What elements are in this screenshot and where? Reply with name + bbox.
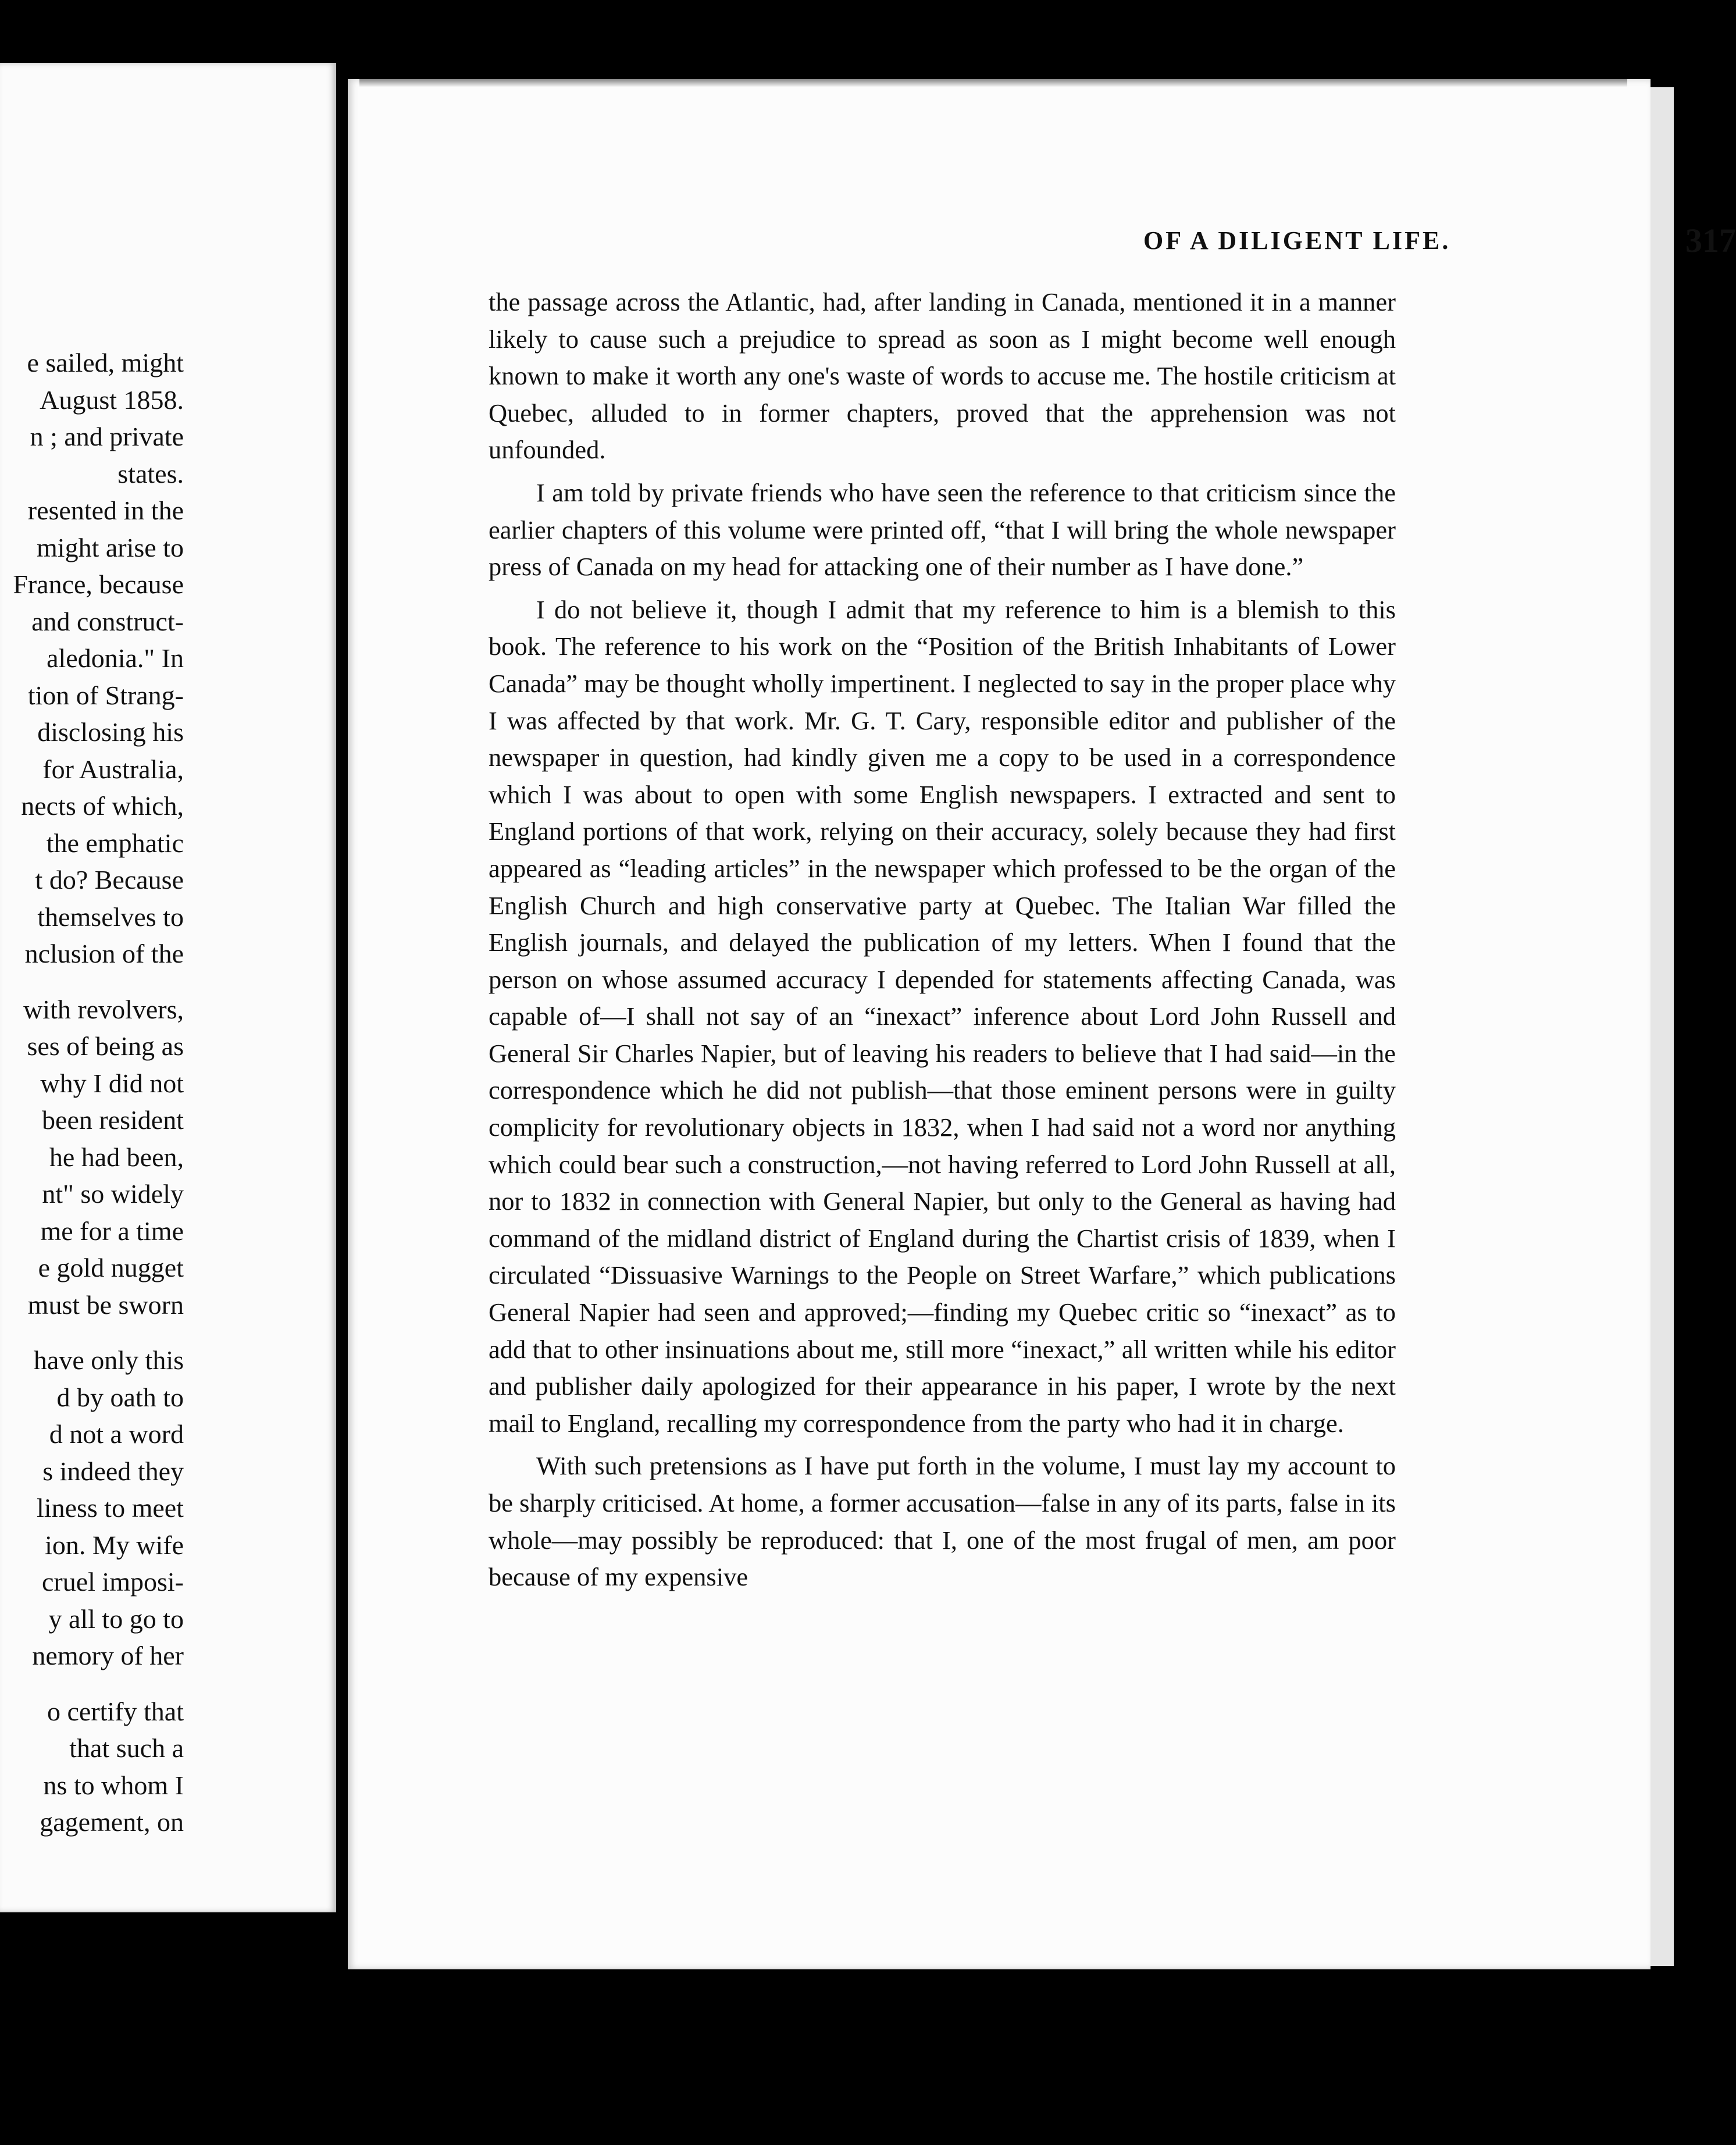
paragraph: I do not believe it, though I admit that my reference to him is a blemish to this book. The reference to his work on the “Position of the British Inhabitants of Lower Canada” may be thought wholly impertinent. I neglected to say in the proper place why I was affected by that work. Mr. G. T. Cary, responsible editor and publisher of the newspaper in question, had kindly given me a copy to be used in a correspondence which I was about to open with some English newspapers. I extracted and sent to England portions of that work, relying on their accuracy, solely because they had first appeared as “leading articles” in the newspaper which professed to be the organ of the English Church and high conservative party at Quebec. The Italian War filled the English journals, and delayed the publication of my letters. When I found that the person on whose assumed accuracy I depended for statements affecting Canada, was capable of—I shall not say of an “inexact” inference about Lord John Russell and General Sir Charles Napier, but of leaving his readers to believe that I had said—in the correspondence which he did not publish—that those eminent persons were in guilty complicity for revolutionary objects in 1832, when I had said not a word nor anything which could bear such a construction,—not having referred to Lord John Russell at all, nor to 1832 in connection with General Napier, but only to the General as having had command of the midland district of England during the Chartist crisis of 1839, when I circulated “Dissuasive Warnings to the People on Street Warfare,” which publications General Napier had seen and approved;—finding my Quebec critic so “inexact” as to add that to other insinuations about me, still more “inexact,” all written while his editor and publisher daily apologized for their appearance in his paper, I wrote by the next mail to England, recalling my correspondence from the party who had it in charge. (489, 594, 1396, 1438)
page-edge (1651, 87, 1674, 1966)
left-line: n ; and private (30, 422, 184, 451)
left-line: gagement, on (40, 1807, 184, 1837)
left-line: for Australia, (42, 754, 184, 784)
left-line: y all to go to (48, 1604, 184, 1634)
left-page (0, 63, 336, 1912)
left-line: and construct- (31, 606, 184, 636)
left-line: nclusion of the (24, 939, 184, 968)
left-line: ion. My wife (45, 1530, 184, 1560)
left-line: t do? Because (35, 865, 184, 895)
left-line: s indeed they (42, 1456, 184, 1486)
left-line: the emphatic (46, 828, 184, 858)
paragraph: I am told by private friends who have seen the reference to that criticism since the earlier chapters of this volume were printed off, “that I will bring the whole newspaper press of Canada on my head for attacking one of their number as I have done.” (489, 478, 1396, 582)
left-line: e sailed, might (27, 348, 184, 377)
left-line: aledonia." In (47, 643, 184, 673)
left-line: why I did not (40, 1068, 184, 1098)
paragraph-gap (0, 1674, 184, 1693)
paragraph: the passage across the Atlantic, had, after landing in Canada, mentioned it in a manner likely to cause such a prejudice to spread as soon as I might become well enough known to make it worth any one's waste of words to accuse me. The hostile criticism at Quebec, alluded to in former chapters, proved that the apprehension was not unfounded. (489, 287, 1396, 465)
paragraph-gap (0, 1323, 184, 1342)
left-line: nemory of her (32, 1641, 184, 1670)
left-line: been resident (42, 1105, 184, 1135)
left-line: ns to whom I (43, 1770, 184, 1800)
left-line: cruel imposi- (42, 1567, 184, 1597)
left-line: nects of which, (21, 791, 184, 821)
left-line: disclosing his (37, 717, 184, 747)
left-line: he had been, (49, 1142, 184, 1172)
left-line: have only this (33, 1345, 184, 1375)
left-line: must be sworn (27, 1289, 184, 1320)
body-text (489, 284, 1396, 1602)
running-head: OF A DILIGENT LIFE. (1143, 226, 1451, 255)
paragraph-gap (0, 972, 184, 991)
left-line: France, because (13, 569, 184, 599)
left-line: nt" so widely (42, 1179, 184, 1209)
left-line: August 1858. (40, 384, 184, 415)
left-line: d not a word (49, 1419, 184, 1449)
left-line: me for a time (40, 1216, 184, 1246)
left-line: that such a (69, 1733, 184, 1763)
left-line: ses of being as (27, 1031, 184, 1061)
left-line: d by oath to (56, 1382, 184, 1412)
paragraph: With such pretensions as I have put forth in the volume, I must lay my account to be sharply criticised. At home, a former accusation—false in any of its parts, false in its whole—may possibly be reproduced: that I, one of the most frugal of men, am poor because of my expensive (489, 1451, 1396, 1592)
left-line: e gold nugget (38, 1253, 184, 1282)
left-line: with revolvers, (23, 994, 184, 1024)
left-line: tion of Strang- (27, 680, 184, 710)
left-line: liness to meet (37, 1493, 184, 1523)
page-number: 317 (1685, 222, 1736, 259)
left-line: resented in the (27, 496, 184, 525)
left-line: might arise to (37, 532, 184, 562)
left-page-text (0, 344, 184, 1841)
left-line: themselves to (37, 902, 184, 932)
left-line: states. (117, 458, 184, 489)
left-line: o certify that (47, 1696, 184, 1726)
right-page (348, 79, 1736, 1969)
